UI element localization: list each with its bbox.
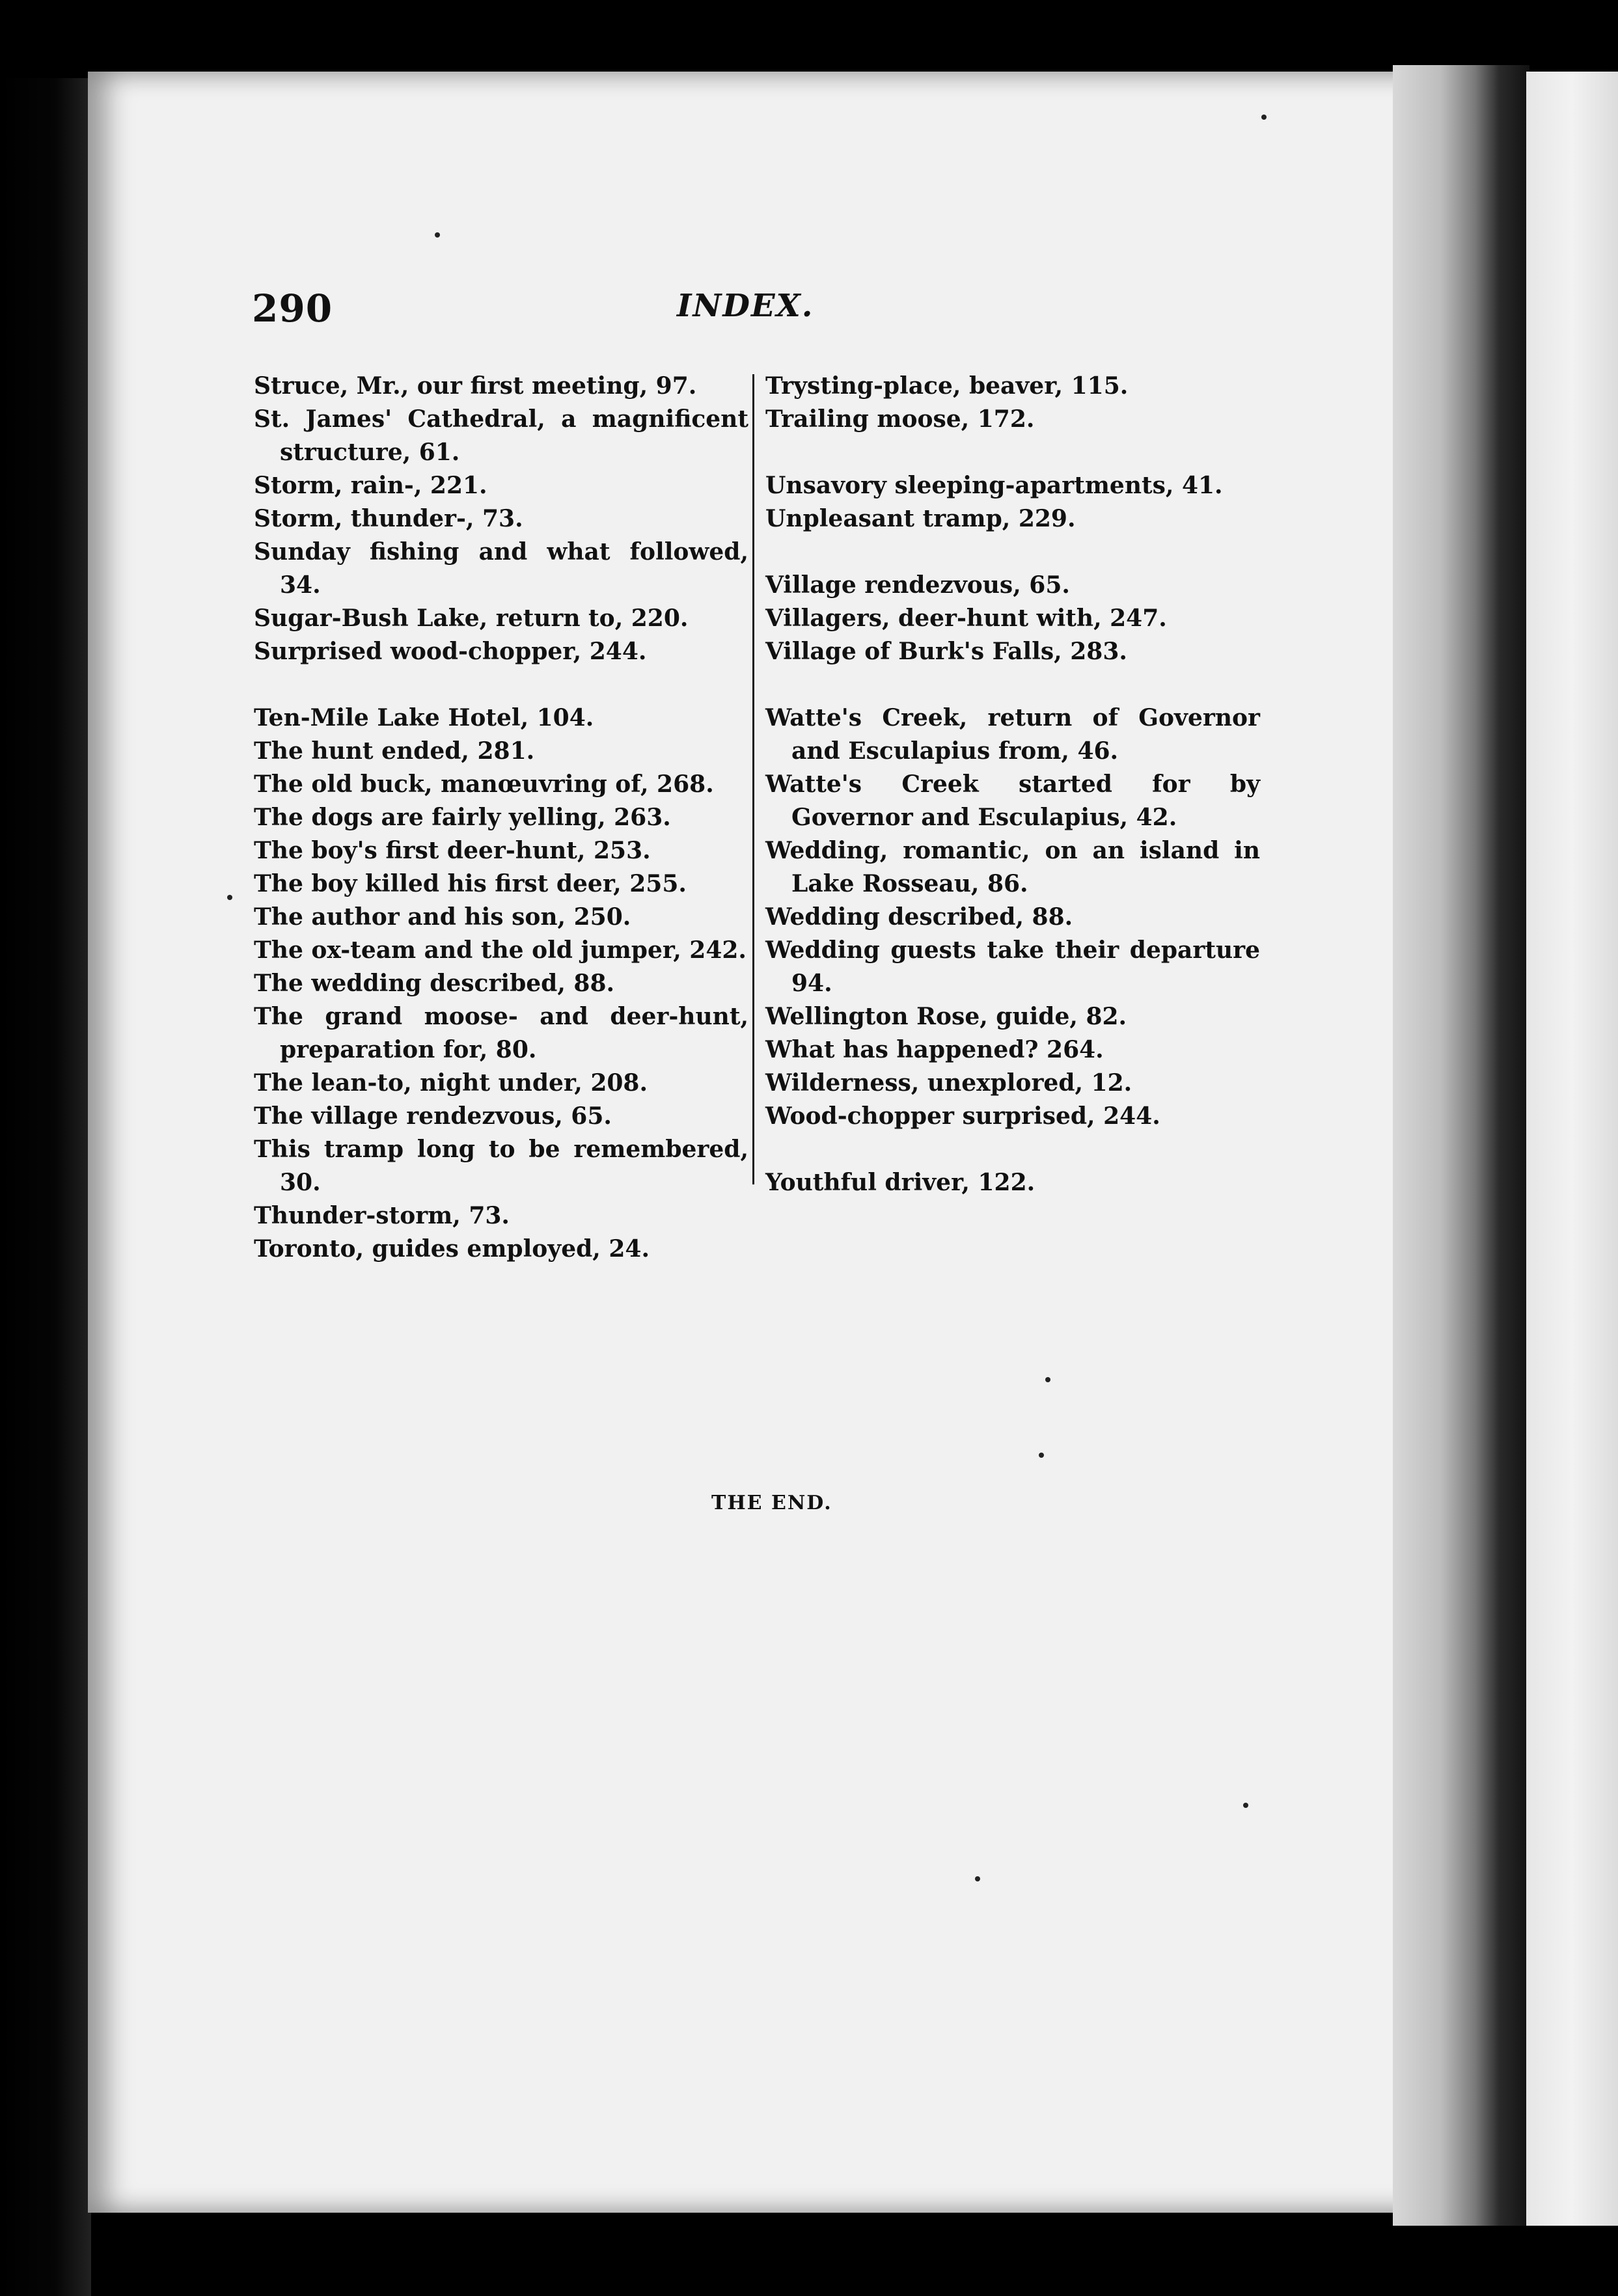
index-column-left bbox=[254, 370, 748, 1266]
index-entry: Wilderness, unexplored, 12. bbox=[765, 1069, 1132, 1097]
index-entry: What has happened? 264. bbox=[765, 1036, 1104, 1063]
index-entry: Toronto, guides employed, 24. bbox=[254, 1235, 650, 1263]
index-entry: Trysting-place, beaver, 115. bbox=[765, 372, 1129, 400]
index-entry: Thunder-storm, 73. bbox=[254, 1202, 510, 1229]
index-entry: Surprised wood-chopper, 244. bbox=[254, 638, 647, 665]
scan-top-margin bbox=[0, 0, 1618, 78]
index-entry: Wedding, romantic, on an island in Lake Rosseau, 86. bbox=[765, 837, 1260, 897]
index-entry: Wellington Rose, guide, 82. bbox=[765, 1003, 1127, 1030]
scan-speck bbox=[1039, 1453, 1044, 1458]
index-entry: The old buck, manœuvring of, 268. bbox=[254, 771, 714, 798]
scan-speck bbox=[227, 895, 232, 900]
index-entry: St. James' Cathedral, a magnificent structure, 61. bbox=[254, 405, 748, 466]
book-gutter bbox=[1393, 65, 1529, 2226]
index-entry: The wedding described, 88. bbox=[254, 970, 615, 997]
scan-speck bbox=[975, 1876, 980, 1881]
index-gap bbox=[254, 668, 748, 702]
index-entry: Wedding described, 88. bbox=[765, 903, 1073, 931]
index-entry: Unpleasant tramp, 229. bbox=[765, 505, 1076, 532]
index-entry: The hunt ended, 281. bbox=[254, 737, 535, 765]
index-entry: Struce, Mr., our first meeting, 97. bbox=[254, 372, 697, 400]
index-entry: Sunday fishing and what followed, 34. bbox=[254, 538, 748, 599]
the-end-label: THE END. bbox=[711, 1492, 832, 1514]
index-entry: Unsavory sleeping-apartments, 41. bbox=[765, 472, 1223, 499]
index-gap bbox=[765, 668, 1260, 702]
index-entry: The ox-team and the old jumper, 242. bbox=[254, 936, 747, 964]
scan-speck bbox=[435, 232, 440, 238]
index-column-right bbox=[765, 370, 1260, 1199]
index-entry: Trailing moose, 172. bbox=[765, 405, 1035, 433]
index-entry: The dogs are fairly yelling, 263. bbox=[254, 804, 671, 831]
index-entry: Sugar-Bush Lake, return to, 220. bbox=[254, 605, 689, 632]
page-number: 290 bbox=[252, 286, 333, 331]
index-entry: The boy killed his first deer, 255. bbox=[254, 870, 687, 897]
column-rule bbox=[752, 374, 754, 1184]
index-entry: Ten-Mile Lake Hotel, 104. bbox=[254, 704, 594, 731]
facing-page-edge bbox=[1526, 72, 1618, 2226]
index-entry: The village rendezvous, 65. bbox=[254, 1102, 612, 1130]
scan-speck bbox=[1243, 1803, 1248, 1808]
index-entry: Youthful driver, 122. bbox=[765, 1169, 1035, 1196]
index-entry: Watte's Creek started for by Governor and Esculapius, 42. bbox=[765, 771, 1260, 831]
index-entry: Watte's Creek, return of Governor and Esculapius from, 46. bbox=[765, 704, 1260, 765]
index-entry: The author and his son, 250. bbox=[254, 903, 631, 931]
index-entry: Storm, rain-, 221. bbox=[254, 472, 487, 499]
index-entry: The boy's first deer-hunt, 253. bbox=[254, 837, 651, 864]
index-gap bbox=[765, 436, 1260, 469]
index-gap bbox=[765, 1133, 1260, 1166]
index-entry: Village of Burk's Falls, 283. bbox=[765, 638, 1127, 665]
index-entry: The grand moose- and deer-hunt, preparation for, 80. bbox=[254, 1003, 748, 1063]
index-entry: Villagers, deer-hunt with, 247. bbox=[765, 605, 1167, 632]
index-entry: Storm, thunder-, 73. bbox=[254, 505, 523, 532]
index-gap bbox=[765, 536, 1260, 569]
scan-speck bbox=[1045, 1377, 1050, 1382]
scan-speck bbox=[1261, 115, 1267, 120]
book-page-edges bbox=[0, 78, 91, 2296]
index-entry: This tramp long to be remembered, 30. bbox=[254, 1136, 748, 1196]
index-entry: Wedding guests take their departure 94. bbox=[765, 936, 1260, 997]
index-entry: The lean-to, night under, 208. bbox=[254, 1069, 648, 1097]
index-entry: Wood-chopper surprised, 244. bbox=[765, 1102, 1160, 1130]
running-head: INDEX. bbox=[677, 288, 814, 324]
index-entry: Village rendezvous, 65. bbox=[765, 571, 1070, 599]
